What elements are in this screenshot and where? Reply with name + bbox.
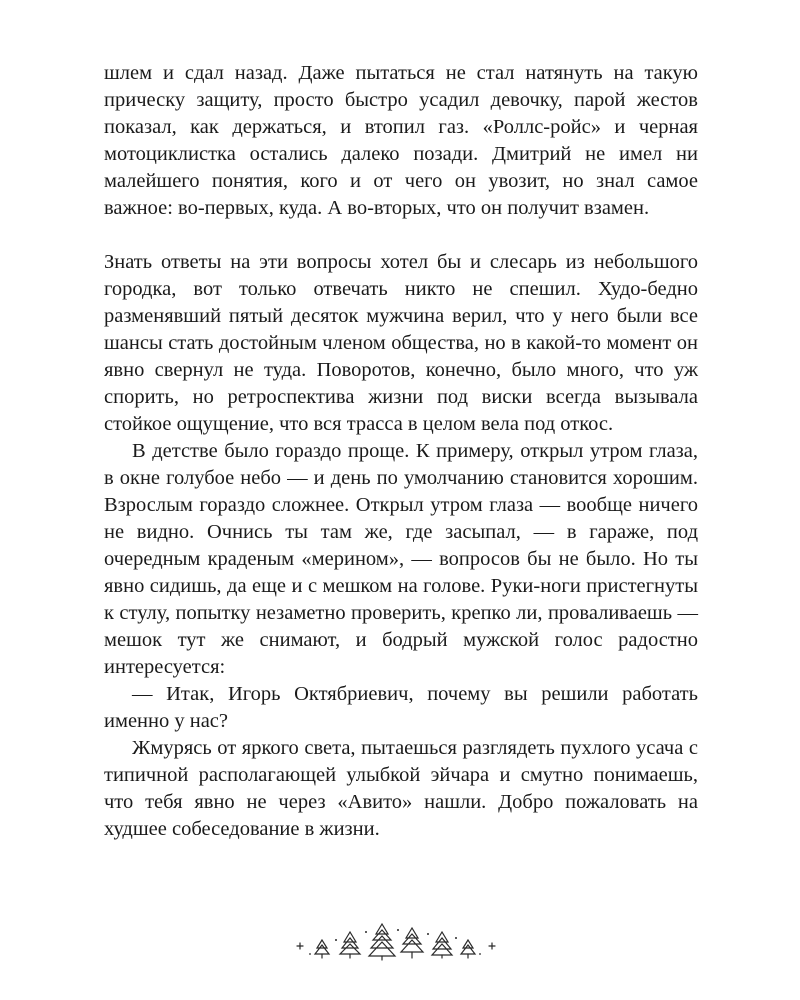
paragraph-1: шлем и сдал назад. Даже пытаться не стал натянуть на такую прическу защиту, просто быстро усадил девочку, парой жестов показал, как держаться, и втопил газ. «Роллс-ройс» и черная мотоциклистка остались далеко позади. Дмитрий не имел ни малейшего понятия, кого и от чего он увозит, но знал самое важное: во-первых, куда. А во-вторых, что он получит взамен. — [104, 62, 698, 219]
page-text — [104, 60, 698, 843]
paragraph-2: Знать ответы на эти вопросы хотел бы и слесарь из небольшого городка, вот только отвечать никто не спешил. Худо-бедно разменявший пятый десяток мужчина верил, что у него были все шансы стать достойным членом общества, но в какой-то момент он явно свернул не туда. Поворотов, конечно, было много, что уж спорить, но ретроспектива жизни под виски всегда вызывала стойкое ощущение, что вся трасса в целом вела под откос. — [104, 251, 698, 435]
paragraph-5: Жмурясь от яркого света, пытаешься разглядеть пухлого усача с типичной располагающей улыбкой эйчара и смутно понимаешь, что тебя явно не через «Авито» нашли. Добро пожаловать на худшее собеседование в жизни. — [104, 737, 698, 840]
section-break — [104, 222, 698, 249]
paragraph-dialog: — Итак, Игорь Октябриевич, почему вы решили работать именно у нас? — [104, 683, 698, 732]
snowy-forest-ornament-icon — [270, 918, 530, 968]
paragraph-3: В детстве было гораздо проще. К примеру, открыл утром глаза, в окне голубое небо — и день по умолчанию становится хорошим. Взрослым гораздо сложнее. Открыл утром глаза — вообще ничего не видно. Очнись ты там же, где засыпал, — в гараже, под очередным краденым «мерином», — вопросов бы не было. Но ты явно сидишь, да еще и с мешком на голове. Руки-ноги пристегнуты к стулу, попытку незаметно проверить, крепко ли, проваливаешь — мешок тут же снимают, и бодрый мужской голос радостно интересуется: — [104, 440, 698, 678]
